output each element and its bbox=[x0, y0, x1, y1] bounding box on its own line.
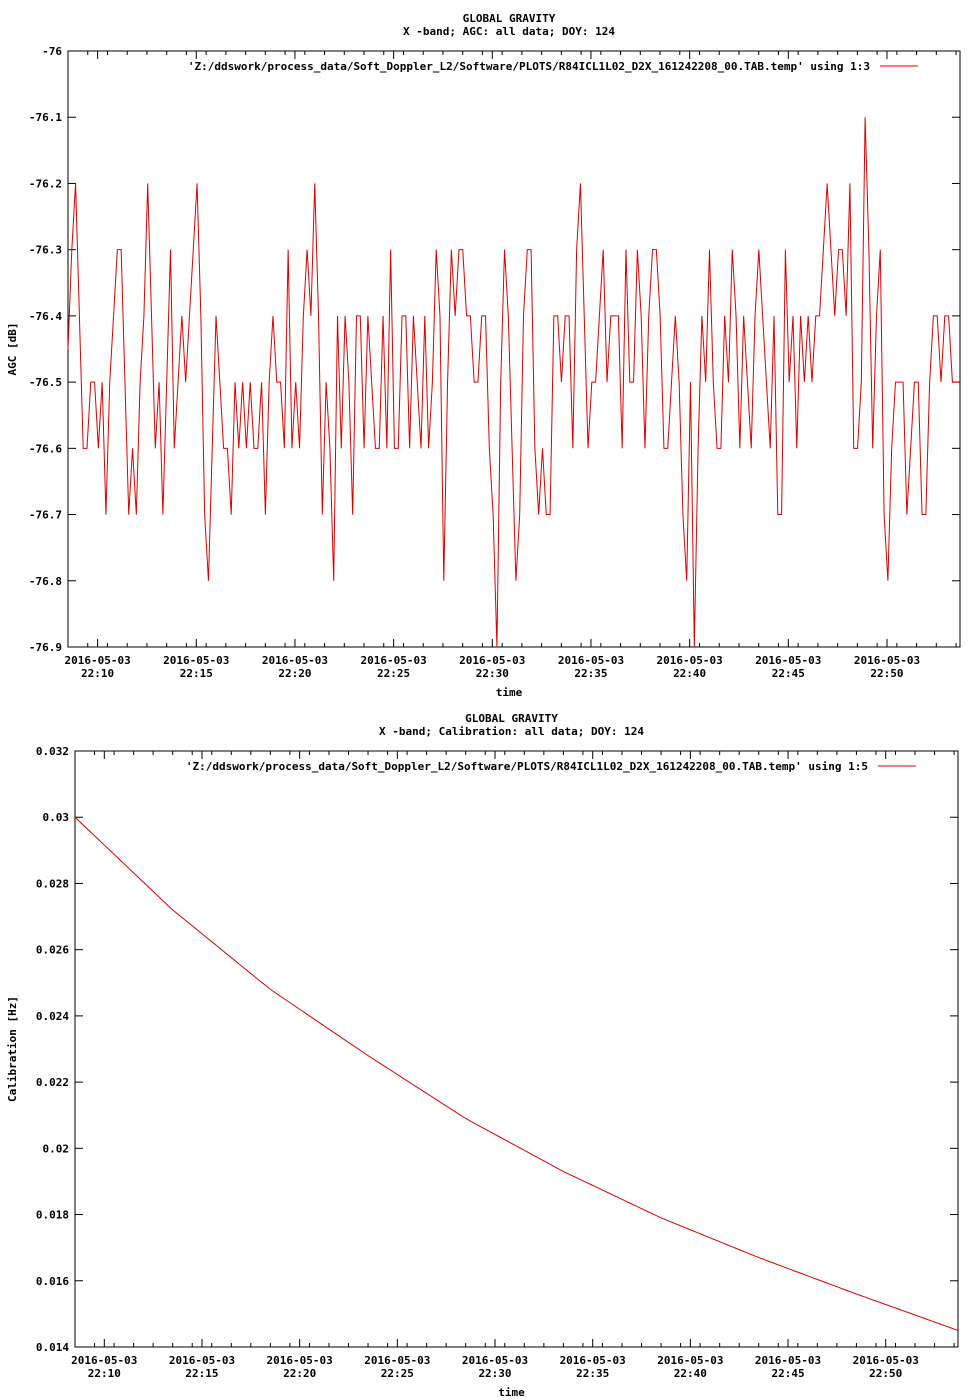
x-tick-time: 22:15 bbox=[185, 1367, 219, 1380]
x-axis-label: time bbox=[495, 686, 523, 699]
y-tick-label: -76.9 bbox=[28, 641, 62, 654]
x-tick-time: 22:35 bbox=[576, 1367, 610, 1380]
y-tick-label: 0.014 bbox=[35, 1341, 69, 1354]
x-tick-date: 2016-05-03 bbox=[168, 1354, 236, 1367]
series-line-agc bbox=[68, 117, 960, 647]
x-tick-time: 22:10 bbox=[81, 667, 115, 680]
x-axis-label: time bbox=[498, 1386, 525, 1399]
y-tick-label: 0.016 bbox=[35, 1274, 69, 1288]
y-tick-label: -76.3 bbox=[28, 243, 62, 257]
y-tick-label: 0.022 bbox=[35, 1076, 69, 1090]
y-tick-label: -76.8 bbox=[28, 574, 62, 588]
x-tick-date: 2016-05-03 bbox=[852, 1354, 919, 1367]
x-tick-time: 22:40 bbox=[673, 667, 707, 680]
x-tick-date: 2016-05-03 bbox=[163, 654, 230, 667]
series-line-calibration bbox=[75, 817, 958, 1330]
chart-subtitle: X -band; Calibration: all data; DOY: 124 bbox=[379, 725, 644, 738]
chart-1 bbox=[6, 12, 960, 699]
x-tick-date: 2016-05-03 bbox=[459, 654, 526, 667]
x-tick-time: 22:30 bbox=[475, 667, 509, 680]
x-tick-date: 2016-05-03 bbox=[657, 1354, 724, 1367]
y-tick-label: -76.4 bbox=[28, 309, 62, 323]
x-tick-date: 2016-05-03 bbox=[559, 1354, 626, 1367]
x-tick-date: 2016-05-03 bbox=[557, 654, 625, 667]
chart-2 bbox=[6, 712, 958, 1399]
y-tick-label: -76 bbox=[42, 45, 62, 58]
x-tick-time: 22:10 bbox=[87, 1367, 121, 1380]
chart-title: GLOBAL GRAVITY bbox=[462, 12, 556, 25]
x-tick-time: 22:25 bbox=[380, 1367, 414, 1380]
y-tick-label: -76.7 bbox=[28, 508, 62, 522]
x-tick-time: 22:15 bbox=[179, 667, 213, 680]
x-tick-date: 2016-05-03 bbox=[853, 654, 921, 667]
x-tick-time: 22:45 bbox=[771, 1367, 805, 1380]
legend-label: 'Z:/ddswork/process_data/Soft_Doppler_L2/Software/PLOTS/R84ICL1L02_D2X_161242208_00.TAB.temp' using 1:5 bbox=[185, 760, 868, 773]
x-tick-time: 22:30 bbox=[478, 1367, 512, 1380]
y-tick-label: 0.032 bbox=[35, 745, 69, 758]
x-tick-date: 2016-05-03 bbox=[364, 1354, 431, 1367]
x-tick-time: 22:50 bbox=[869, 1367, 903, 1380]
y-axis-label: Calibration [Hz] bbox=[6, 996, 19, 1102]
legend-label: 'Z:/ddswork/process_data/Soft_Doppler_L2/Software/PLOTS/R84ICL1L02_D2X_161242208_00.TAB.temp' using 1:3 bbox=[187, 60, 870, 73]
x-tick-date: 2016-05-03 bbox=[266, 1354, 333, 1367]
plot-frame bbox=[75, 751, 958, 1347]
x-tick-time: 22:20 bbox=[278, 667, 312, 680]
x-tick-date: 2016-05-03 bbox=[461, 1354, 529, 1367]
x-tick-date: 2016-05-03 bbox=[360, 654, 427, 667]
y-axis-label: AGC [dB] bbox=[6, 322, 19, 376]
x-tick-time: 22:40 bbox=[673, 1367, 707, 1380]
y-tick-label: -76.2 bbox=[28, 177, 62, 191]
x-tick-date: 2016-05-03 bbox=[261, 654, 329, 667]
x-tick-date: 2016-05-03 bbox=[754, 1354, 822, 1367]
y-tick-label: 0.03 bbox=[42, 811, 69, 825]
y-tick-label: 0.024 bbox=[35, 1009, 69, 1023]
x-tick-time: 22:50 bbox=[870, 667, 904, 680]
chart-subtitle: X -band; AGC: all data; DOY: 124 bbox=[403, 25, 615, 38]
x-tick-date: 2016-05-03 bbox=[755, 654, 822, 667]
y-tick-label: 0.026 bbox=[35, 943, 69, 957]
y-tick-label: 0.02 bbox=[42, 1142, 69, 1156]
x-tick-time: 22:25 bbox=[377, 667, 411, 680]
x-tick-date: 2016-05-03 bbox=[71, 1354, 138, 1367]
x-tick-time: 22:35 bbox=[574, 667, 608, 680]
y-tick-label: -76.6 bbox=[28, 442, 62, 456]
chart-title: GLOBAL GRAVITY bbox=[465, 712, 558, 725]
y-tick-label: -76.1 bbox=[28, 111, 62, 125]
x-tick-time: 22:45 bbox=[771, 667, 805, 680]
x-tick-date: 2016-05-03 bbox=[656, 654, 723, 667]
y-tick-label: 0.028 bbox=[35, 877, 69, 891]
x-tick-date: 2016-05-03 bbox=[64, 654, 131, 667]
x-tick-time: 22:20 bbox=[283, 1367, 317, 1380]
y-tick-label: 0.018 bbox=[35, 1208, 69, 1222]
y-tick-label: -76.5 bbox=[28, 376, 62, 390]
